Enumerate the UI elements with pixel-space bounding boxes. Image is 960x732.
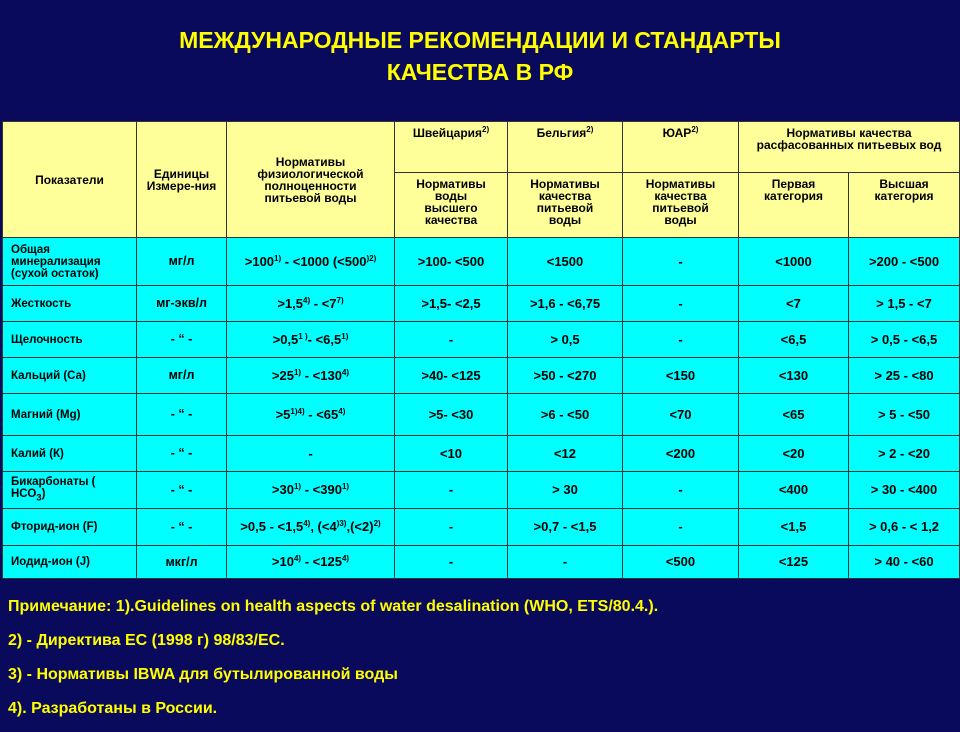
unit-cell: мг/л: [137, 238, 227, 286]
physiological-norm-cell: $>25^{1)} - <130^{4)}$: [227, 358, 395, 394]
indicator-name-cell: Калий (К): [3, 436, 137, 472]
table-row: [3, 286, 960, 322]
header-switzerland-sub-text: Нормативы воды высшего качества: [416, 177, 486, 227]
header-highest-category: [849, 173, 960, 238]
switzerland-norm-cell: -: [395, 322, 508, 358]
first-category-norm-cell: <1000: [739, 238, 849, 286]
indicator-name-cell: Фторид-ион (F): [3, 509, 137, 546]
unit-cell: мкг/л: [137, 546, 227, 579]
table-body: [3, 238, 960, 579]
header-sar-sub-text: Нормативы качества питьевой воды: [645, 177, 716, 227]
title-line-2: КАЧЕСТВА В РФ: [386, 59, 574, 85]
unit-cell: мг/л: [137, 358, 227, 394]
first-category-norm-cell: <6,5: [739, 322, 849, 358]
header-first-category-text: Первая категория: [763, 177, 824, 203]
indicator-name-cell: Щелочность: [3, 322, 137, 358]
unit-cell: - “ -: [137, 472, 227, 509]
header-physiological-text: Нормативы физиологической полноценности питьевой воды: [257, 154, 364, 205]
table-row: [3, 509, 960, 546]
belgium-norm-cell: > 30: [508, 472, 623, 509]
physiological-norm-cell: $>5^{1)4)} - <65^{4)}$: [227, 394, 395, 436]
belgium-norm-cell: -: [508, 546, 623, 579]
header-units: [137, 122, 227, 238]
header-packaged-text: Нормативы качества расфасованных питьевых вод: [756, 126, 942, 152]
highest-category-norm-cell: > 40 - <60: [849, 546, 960, 579]
highest-category-norm-cell: > 25 - <80: [849, 358, 960, 394]
header-belgium: [508, 122, 623, 173]
table-row: [3, 322, 960, 358]
header-switzerland-sup: 2): [482, 125, 490, 134]
first-category-norm-cell: <1,5: [739, 509, 849, 546]
sar-norm-cell: <150: [623, 358, 739, 394]
unit-cell: мг-экв/л: [137, 286, 227, 322]
belgium-norm-cell: >1,6 - <6,75: [508, 286, 623, 322]
switzerland-norm-cell: -: [395, 546, 508, 579]
title-line-1: МЕЖДУНАРОДНЫЕ РЕКОМЕНДАЦИИ И СТАНДАРТЫ: [179, 27, 781, 53]
table-row: [3, 238, 960, 286]
indicator-name-cell: Общая минерализация (сухой остаток): [3, 238, 137, 286]
header-physiological: [227, 122, 395, 238]
switzerland-norm-cell: >40- <125: [395, 358, 508, 394]
header-highest-category-text: Высшая категория: [874, 177, 934, 203]
footnote-4: 4). Разработаны в России.: [8, 700, 218, 717]
first-category-norm-cell: <130: [739, 358, 849, 394]
indicator-name-cell: Бикарбонаты ( $НСО_3$): [3, 472, 137, 509]
belgium-norm-cell: >6 - <50: [508, 394, 623, 436]
footnotes: [8, 596, 658, 732]
table-row: [3, 358, 960, 394]
header-belgium-sup: 2): [586, 125, 594, 134]
header-units-text: Единицы Измере-ния: [146, 166, 217, 193]
belgium-norm-cell: > 0,5: [508, 322, 623, 358]
footnote-2: 2) - Директива ЕС (1998 г) 98/83/ЕС.: [8, 632, 285, 649]
physiological-norm-cell: $>0,5 - <1,5^{4)}$, ($<4^{)3)},(<2)^{2)}$: [227, 509, 395, 546]
table-row: [3, 546, 960, 579]
table-row: [3, 472, 960, 509]
header-packaged: [739, 122, 960, 173]
footnote-3: 3) - Нормативы IBWA для бутылированной воды: [8, 666, 398, 683]
first-category-norm-cell: <20: [739, 436, 849, 472]
highest-category-norm-cell: > 30 - <400: [849, 472, 960, 509]
unit-cell: - “ -: [137, 509, 227, 546]
sar-norm-cell: -: [623, 322, 739, 358]
switzerland-norm-cell: <10: [395, 436, 508, 472]
table-row: [3, 394, 960, 436]
switzerland-norm-cell: >5- <30: [395, 394, 508, 436]
belgium-norm-cell: >0,7 - <1,5: [508, 509, 623, 546]
physiological-norm-cell: -: [227, 436, 395, 472]
header-belgium-label: Бельгия: [536, 126, 587, 140]
highest-category-norm-cell: > 2 - <20: [849, 436, 960, 472]
sar-norm-cell: -: [623, 472, 739, 509]
sar-norm-cell: <70: [623, 394, 739, 436]
sar-norm-cell: <200: [623, 436, 739, 472]
physiological-norm-cell: $>10^{4)} - <125^{4)}$: [227, 546, 395, 579]
header-switzerland-label: Швейцария: [412, 126, 483, 140]
indicator-name-cell: Жесткость: [3, 286, 137, 322]
switzerland-norm-cell: -: [395, 509, 508, 546]
indicator-name-cell: Иодид-ион (J): [3, 546, 137, 579]
sar-norm-cell: <500: [623, 546, 739, 579]
indicator-name-cell: Магний (Mg): [3, 394, 137, 436]
first-category-norm-cell: <7: [739, 286, 849, 322]
header-sar-label: ЮАР: [662, 126, 692, 140]
unit-cell: - “ -: [137, 436, 227, 472]
physiological-norm-cell: $>0,5^{1 )}- <6,5^{1)}$: [227, 322, 395, 358]
highest-category-norm-cell: >200 - <500: [849, 238, 960, 286]
footnote-1: Примечание: 1).Guidelines on health aspects of water desalination (WHO, ETS/80.4.).: [8, 598, 659, 615]
highest-category-norm-cell: > 0,5 - <6,5: [849, 322, 960, 358]
table-row: [3, 436, 960, 472]
switzerland-norm-cell: >1,5- <2,5: [395, 286, 508, 322]
switzerland-norm-cell: >100- <500: [395, 238, 508, 286]
first-category-norm-cell: <65: [739, 394, 849, 436]
header-sar-sup: 2): [691, 125, 699, 134]
unit-cell: - “ -: [137, 394, 227, 436]
belgium-norm-cell: <1500: [508, 238, 623, 286]
first-category-norm-cell: <400: [739, 472, 849, 509]
physiological-norm-cell: $>30^{1)} - <390^{1)}$: [227, 472, 395, 509]
physiological-norm-cell: $>100^{1)} - <1000$ ($<500^{)2)}$: [227, 238, 395, 286]
header-belgium-sub: [508, 173, 623, 238]
belgium-norm-cell: <12: [508, 436, 623, 472]
header-indicators: Показатели: [3, 122, 137, 238]
first-category-norm-cell: <125: [739, 546, 849, 579]
highest-category-norm-cell: > 0,6 - < 1,2: [849, 509, 960, 546]
highest-category-norm-cell: > 1,5 - <7: [849, 286, 960, 322]
header-sar-sub: [623, 173, 739, 238]
header-switzerland-sub: [395, 173, 508, 238]
sar-norm-cell: -: [623, 238, 739, 286]
page-title: [0, 24, 960, 88]
sar-norm-cell: -: [623, 286, 739, 322]
standards-table: [2, 121, 960, 579]
belgium-norm-cell: >50 - <270: [508, 358, 623, 394]
header-switzerland: [395, 122, 508, 173]
header-sar: [623, 122, 739, 173]
switzerland-norm-cell: -: [395, 472, 508, 509]
header-belgium-sub-text: Нормативы качества питьевой воды: [530, 177, 600, 227]
sar-norm-cell: -: [623, 509, 739, 546]
header-first-category: [739, 173, 849, 238]
indicator-name-cell: Кальций (Са): [3, 358, 137, 394]
highest-category-norm-cell: > 5 - <50: [849, 394, 960, 436]
physiological-norm-cell: $>1,5^{4)} - <7^{7)}$: [227, 286, 395, 322]
unit-cell: - “ -: [137, 322, 227, 358]
